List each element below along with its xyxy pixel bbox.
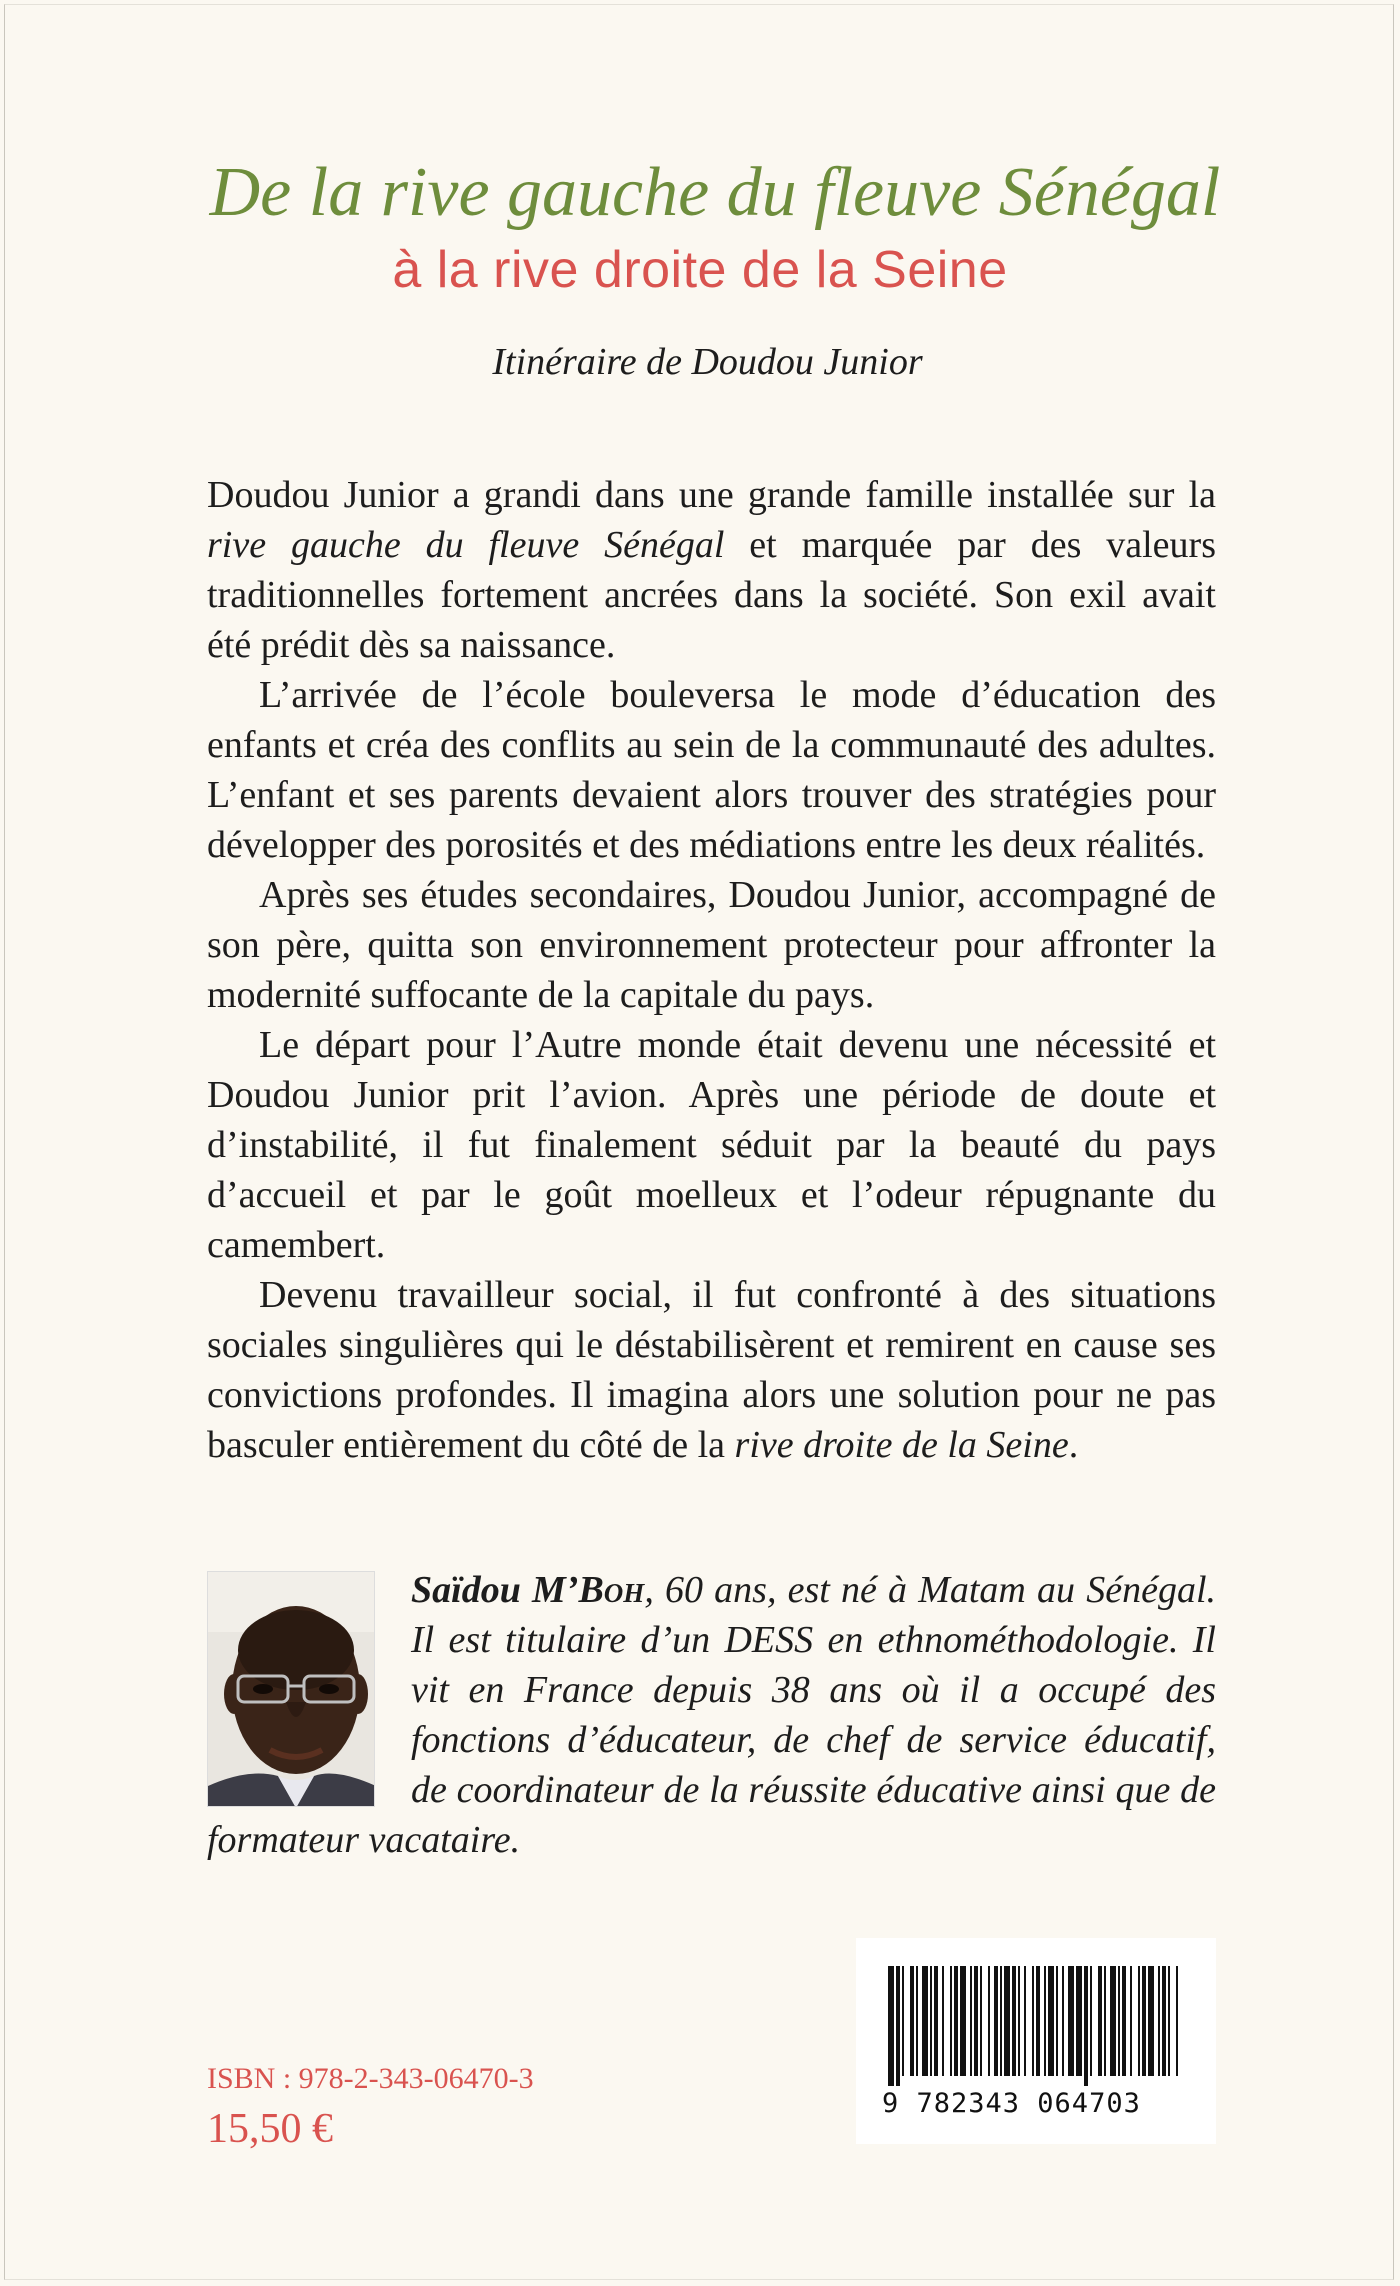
emphasis-rive-gauche: rive gauche du fleuve Sénégal [207, 524, 725, 566]
barcode-bar [1062, 1966, 1064, 2076]
book-subtitle: Itinéraire de Doudou Junior [492, 341, 923, 383]
barcode-bar [1004, 1966, 1010, 2076]
barcode-bar [1032, 1966, 1034, 2076]
author-bio [207, 1565, 1216, 1865]
summary-paragraph-5: Devenu travailleur social, il fut confronté à des situations sociales singulières qui le déstabilisèrent et remirent en cause ses convictions profondes. Il imagina alors une solution pour ne pas basculer entièrement du côté de la rive droite de la Seine. [207, 1274, 1216, 1466]
author-bio-text: , 60 ans, est né à Matam au Sénégal. Il est titulaire d’un DESS en ethnométhodologie. Il vit en France depuis 38 ans où il a occupé des fonctions d’éducateur, de chef de service éducatif, de coordinateur de la réussite éducative ainsi que de formateur vacataire. [207, 1569, 1216, 1861]
barcode-bar [1048, 1966, 1054, 2076]
isbn: ISBN : 978-2-343-06470-3 [207, 2062, 534, 2095]
barcode-bar [980, 1966, 982, 2076]
barcode-bar [1130, 1966, 1132, 2076]
barcode-bar [1168, 1966, 1170, 2076]
barcode-bar [1122, 1966, 1126, 2076]
barcode-bar [1044, 1966, 1046, 2076]
barcode [856, 1938, 1216, 2144]
barcode-bar [1176, 1966, 1178, 2076]
book-title-continuation: à la rive droite de la Seine [392, 241, 1008, 299]
summary-paragraph-4: Le départ pour l’Autre monde était devenu une nécessité et Doudou Junior prit l’avion. Après une période de doute et d’instabilité, il fut finalement séduit par la beauté du pays d’accueil et par le goût moelleux et l’odeur répugnante du camembert. [207, 1024, 1216, 1266]
barcode-bar [1142, 1966, 1146, 2076]
barcode-bar [930, 1966, 932, 2076]
barcode-bar [1036, 1966, 1040, 2076]
barcode-bar [988, 1966, 990, 2076]
author-name: Saïdou M’Boh [411, 1569, 645, 1611]
barcode-bar [1068, 1966, 1074, 2076]
barcode-bar [1138, 1966, 1140, 2076]
summary-paragraph-2: L’arrivée de l’école bouleversa le mode d’éducation des enfants et créa des conflits au sein de la communauté des adultes. L’enfant et ses parents devaient alors trouver des stratégies pour développer des porosités et des médiations entre les deux réalités. [207, 674, 1216, 866]
price: 15,50 € [207, 2106, 333, 2152]
barcode-bar [902, 1966, 904, 2076]
barcode-bar [1098, 1966, 1102, 2076]
author-portrait-image [208, 1572, 375, 1807]
barcode-bar [910, 1966, 914, 2076]
author-photo [207, 1571, 375, 1807]
barcode-bar [922, 1966, 928, 2076]
barcode-bar [942, 1966, 944, 2076]
barcode-bar [950, 1966, 952, 2076]
barcode-bar [888, 1966, 894, 2086]
barcode-bar [896, 1966, 900, 2086]
emphasis-rive-droite: rive droite de la Seine [734, 1424, 1069, 1466]
barcode-bar [1148, 1966, 1154, 2076]
barcode-bar [1000, 1966, 1002, 2076]
barcode-bar [1118, 1966, 1120, 2076]
barcode-bar [1090, 1966, 1092, 2076]
barcode-bar [974, 1966, 978, 2076]
barcode-bar [1158, 1966, 1160, 2076]
barcode-bar [1056, 1966, 1058, 2076]
barcode-bar [1084, 1966, 1088, 2086]
barcode-bar [1018, 1966, 1020, 2076]
barcode-bar [1024, 1966, 1026, 2076]
barcode-bars [886, 1966, 1186, 2086]
barcode-bar [1076, 1966, 1082, 2076]
barcode-bar [970, 1966, 972, 2076]
barcode-bar [960, 1966, 966, 2076]
barcode-bar [954, 1966, 958, 2076]
barcode-bar [1110, 1966, 1116, 2076]
barcode-digits: 9 782343 064703 [882, 2088, 1141, 2119]
barcode-bar [1104, 1966, 1106, 2076]
barcode-bar [994, 1966, 998, 2076]
summary-paragraph-3: Après ses études secondaires, Doudou Junior, accompagné de son père, quitta son environnement protecteur pour affronter la modernité suffocante de la capitale du pays. [207, 874, 1216, 1016]
book-title: De la rive gauche du fleuve Sénégal [209, 154, 1221, 231]
summary-paragraph-1: Doudou Junior a grandi dans une grande famille installée sur la rive gauche du fleuve Sénégal et marquée par des valeurs traditionnelles fortement ancrées dans la société. Son exil avait été prédit dès sa naissance. [207, 474, 1216, 666]
barcode-bar [1162, 1966, 1166, 2076]
barcode-bar [1012, 1966, 1016, 2076]
summary-text [207, 470, 1216, 1470]
barcode-bar [916, 1966, 918, 2076]
barcode-bar [934, 1966, 938, 2076]
